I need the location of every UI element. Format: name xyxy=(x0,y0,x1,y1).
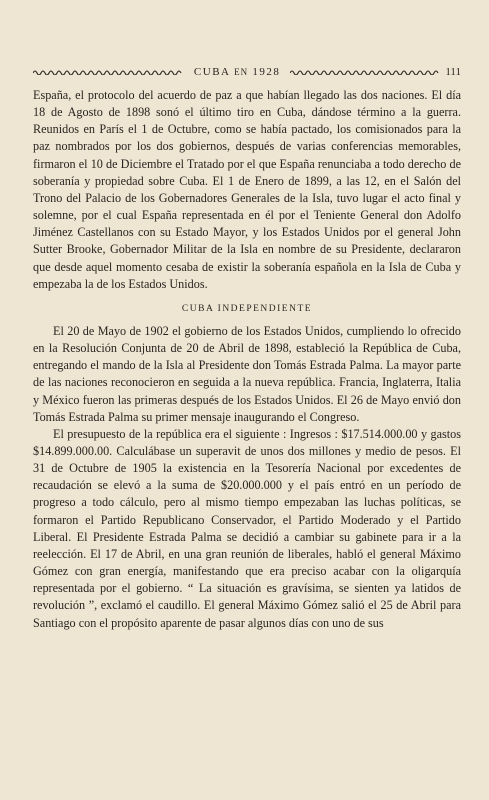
paragraph-1: España, el protocolo del acuerdo de paz a que habían llegado las dos naciones. El día 18 de Agosto de 1898 sonó el último tiro en Cuba, dándose término a la guerra. Reunidos en París el 1 de Octubre, como se había pactado, los comisionados para la paz nombrados por los dos gobiernos, después de varias conferencias memorables, firmaron el 10 de Diciembre el Tratado por el que España renunciaba a todo derecho de soberanía y propiedad sobre Cuba. El 1 de Enero de 1899, a las 12, en el Salón del Trono del Palacio de los Gobernadores Generales de la Isla, tuvo lugar el acto final y solemne, por el cual España representada en él por el Teniente General don Adolfo Jiménez Castellanos con su Estado Mayor, y los Estados Unidos por el general John Sutter Brooke, Gobernador Militar de la Isla en nombre de su Presidente, declararon que desde aquel momento cesaba de existir la soberanía española en la Isla de Cuba y empezaba la de los Estados Unidos. xyxy=(33,88,461,291)
section-title: CUBA INDEPENDIENTE xyxy=(181,303,313,314)
page-number: 111 xyxy=(445,66,461,78)
running-header xyxy=(33,64,461,80)
ornament-right xyxy=(290,69,441,75)
running-title xyxy=(184,66,290,78)
ornament-left xyxy=(33,69,184,75)
title-word: CUBA xyxy=(193,66,230,78)
paragraph-2: El 20 de Mayo de 1902 el gobierno de los Estados Unidos, cumpliendo lo ofrecido en la Resolución Conjunta de 20 de Abril de 1898, estableció la República de Cuba, entregando el mando de la Isla al Presidente don Tomás Estrada Palma. La mayor parte de las naciones reconocieron en seguida a la nueva república. Francia, Inglaterra, Italia y México fueron las primeras después de los Estados Unidos. El 26 de Mayo envió don Tomás Estrada Palma su primer mensaje inaugurando el Congreso. xyxy=(33,323,461,424)
page-body xyxy=(33,87,461,632)
paragraph-3: El presupuesto de la república era el siguiente : Ingresos : $17.514.000.00 y gastos $14.899.000.00. Calculábase un superavit de unos dos millones y medio de pesos. El 31 de Octubre de 1905 la existencia en la Tesorería Nacional por excedentes de recaudación se elevó a la suma de $20.000.000 y el país entró en un período de progreso a todo cálculo, pero al mismo tiempo empezaban las luchas políticas, se formaron el Partido Republicano Conservador, el Partido Moderado y el Partido Liberal. El Presidente Estrada Palma se decidió a cambiar su gabinete para ir a la reelección. El 17 de Abril, en una gran reunión de liberales, habló el general Máximo Gómez con gran energía, manifestando que era preciso acabar con la oligarquía representada por el gobierno. “ La situación es gravísima, se sienten ya latidos de revolución ”, exclamó el caudillo. El general Máximo Gómez salió el 25 de Abril para Santiago con el propósito aparente de pasar algunos días con uno de sus xyxy=(33,426,461,630)
title-connector: EN xyxy=(234,67,249,77)
title-year: 1928 xyxy=(252,66,281,78)
